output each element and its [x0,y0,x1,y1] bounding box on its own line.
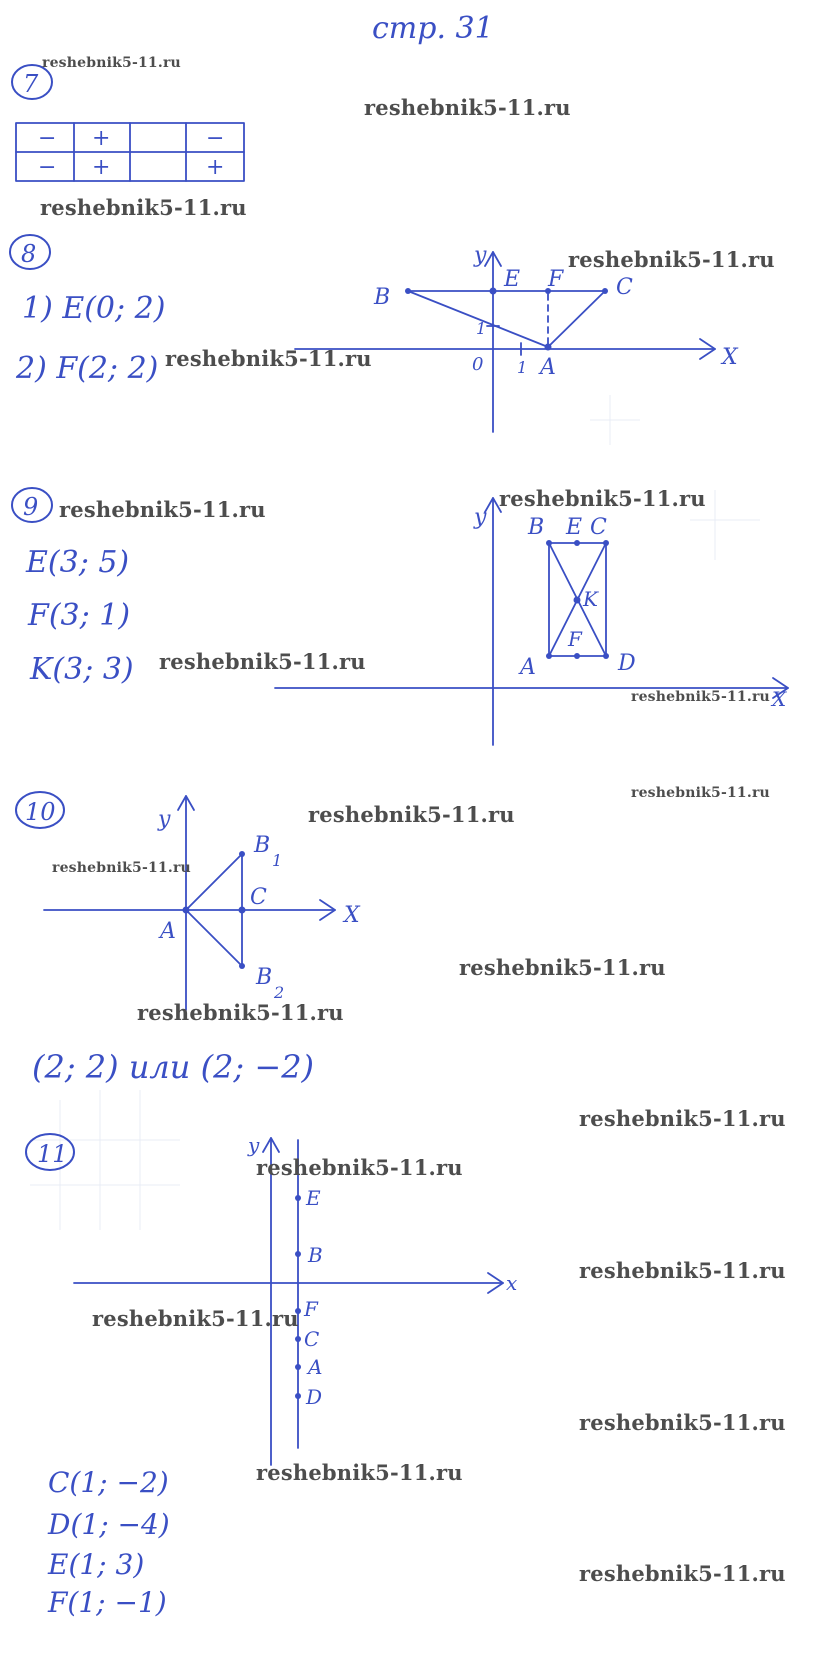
answer-line: F(1; −1) [48,1586,167,1619]
label-b: B [374,285,391,310]
label-y-axis: y [474,243,487,268]
label-x-axis: x [506,1271,518,1295]
task-10 [16,792,361,1086]
page-header: стр. 31 [372,11,494,46]
watermark: reshebnik5-11.ru [40,195,247,220]
point-e [295,1195,301,1201]
watermark: reshebnik5-11.ru [568,247,775,272]
task-number: 8 [21,240,37,268]
answer-line: C(1; −2) [48,1466,169,1499]
point-e [574,540,580,546]
label-d: D [306,1385,323,1409]
table-cell: + [92,126,111,151]
answer-line: K(3; 3) [30,652,134,687]
watermark: reshebnik5-11.ru [631,785,770,801]
table-cell: − [38,126,57,151]
answer-line: D(1; −4) [48,1508,170,1541]
label-y-axis: y [474,505,487,530]
label-f: F [304,1297,318,1321]
point-b2 [239,963,245,969]
task-number: 11 [37,1140,68,1168]
watermark: reshebnik5-11.ru [59,497,266,522]
table-cell: − [38,155,57,180]
watermark: reshebnik5-11.ru [92,1306,299,1331]
label-c: C [616,275,633,300]
label-x-axis: X [772,687,787,711]
table-cell: − [206,126,225,151]
segment-ab2 [186,910,242,966]
label-c: C [304,1327,320,1351]
label-a: A [520,655,536,680]
task-7 [12,65,244,181]
point-f [574,653,580,659]
watermark: reshebnik5-11.ru [256,1155,463,1180]
watermark: reshebnik5-11.ru [499,486,706,511]
watermark: reshebnik5-11.ru [459,955,666,980]
label-f: F [568,627,582,651]
task-number: 7 [23,70,39,98]
label-x-axis: X [344,903,360,928]
label-a: A [308,1355,323,1379]
answer-line: 1) E(0; 2) [22,291,166,326]
label-y-axis: y [248,1133,260,1157]
watermark: reshebnik5-11.ru [579,1106,786,1131]
point-d [603,653,609,659]
watermark: reshebnik5-11.ru [165,346,372,371]
label-a: A [540,355,556,380]
point-a [545,344,552,351]
label-k: K [583,587,598,611]
watermark: reshebnik5-11.ru [579,1258,786,1283]
label-b: B [308,1243,323,1267]
label-b2: B [256,965,273,990]
point-e [490,288,497,295]
plot-labels [473,505,787,711]
watermark: reshebnik5-11.ru [631,689,770,705]
label-f: F [548,267,564,292]
watermark: reshebnik5-11.ru [159,649,366,674]
point-b1 [239,851,245,857]
watermark: reshebnik5-11.ru [308,802,515,827]
label-b: B [528,515,545,540]
point-c [603,540,609,546]
point-b [546,540,552,546]
watermark: reshebnik5-11.ru [256,1460,463,1485]
label-c: C [590,515,607,540]
label-unit-x: 1 [517,358,528,377]
point-c [239,907,246,914]
plot-labels [157,807,361,1002]
watermark: reshebnik5-11.ru [52,860,191,876]
label-y-axis: y [158,807,171,832]
label-e: E [566,515,583,540]
watermark: reshebnik5-11.ru [137,1000,344,1025]
label-e: E [306,1186,321,1210]
point-c [295,1336,301,1342]
label-c: C [250,885,267,910]
point-a [546,653,552,659]
answer-line: F(3; 1) [28,598,131,633]
point-b [295,1251,301,1257]
table-cell: + [92,155,111,180]
label-a: A [160,919,176,944]
segment-ab1 [186,854,242,910]
coordinate-plot [44,796,335,1010]
task-9 [12,488,788,745]
point-k [574,597,581,604]
point-b [405,288,411,294]
label-x-axis: X [722,345,738,370]
sign-table-cells [38,126,224,180]
coordinate-plot [74,1138,503,1465]
label-e: E [504,267,521,292]
point-a [295,1364,301,1370]
point-a [183,907,190,914]
label-origin: 0 [472,354,484,375]
label-d: D [618,651,636,676]
label-b2-subscript: 2 [274,983,285,1002]
segment-ac [548,291,605,347]
watermark: reshebnik5-11.ru [364,95,571,120]
label-unit-y: 1 [476,319,487,338]
table-cell: + [206,155,225,180]
answer-line: E(3; 5) [26,545,130,580]
task-number: 10 [25,798,56,826]
label-b1-subscript: 1 [272,851,283,870]
point-d [295,1393,301,1399]
task-number: 9 [23,493,39,521]
label-b1: B [254,833,271,858]
point-c [602,288,608,294]
answer-line: 2) F(2; 2) [16,351,159,386]
answer-line: E(1; 3) [48,1548,145,1581]
watermark: reshebnik5-11.ru [579,1410,786,1435]
watermark: reshebnik5-11.ru [42,55,181,71]
answer-line: (2; 2) или (2; −2) [32,1048,315,1086]
watermark: reshebnik5-11.ru [579,1561,786,1586]
